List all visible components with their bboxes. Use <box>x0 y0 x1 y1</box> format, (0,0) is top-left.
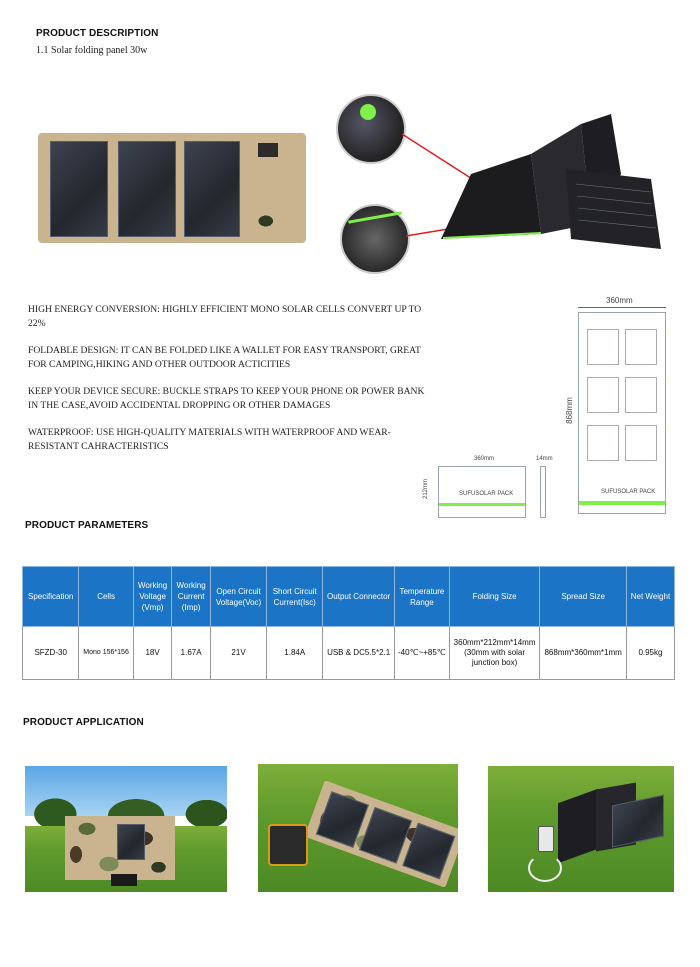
small-height-label: 212mm <box>423 478 430 500</box>
cell-outline <box>587 377 619 413</box>
portable-power-station <box>268 824 308 866</box>
feature-secure: KEEP YOUR DEVICE SECURE: BUCKLE STRAPS TO KEEP YOUR PHONE OR POWER BANK IN THE CASE,AVOID ACCIDENTAL DROPPING OR OTHER DAMAGES <box>28 386 425 411</box>
table-cell: 0.95kg <box>626 627 674 680</box>
width-label: 360mm <box>606 296 633 305</box>
column-header: Temperature Range <box>395 567 450 627</box>
camo-panel-image <box>38 133 306 243</box>
column-header: Specification <box>23 567 79 627</box>
section-title-description: PRODUCT DESCRIPTION <box>36 28 159 39</box>
feature-foldable: FOLDABLE DESIGN: IT CAN BE FOLDED LIKE A WALLET FOR EASY TRANSPORT, GREAT FOR CAMPING,HIKING AND OTHER OUTDOOR ACTICITIES <box>28 345 421 370</box>
folded-brand-label: SUFUSOLAR PACK <box>459 491 514 497</box>
table-cell: -40℃~+85℃ <box>395 627 450 680</box>
table-cell: 21V <box>210 627 266 680</box>
charging-cable <box>528 854 562 882</box>
section-title-parameters: PRODUCT PARAMETERS <box>25 520 149 531</box>
camo-panel-on-grass <box>304 780 458 888</box>
folded-dimension-drawing <box>424 456 554 518</box>
green-stripe <box>579 501 665 505</box>
column-header: Net Weight <box>626 567 674 627</box>
solar-cell-block <box>50 141 108 237</box>
junction-box <box>258 143 278 157</box>
cell-outline <box>587 425 619 461</box>
smartphone <box>538 826 554 852</box>
section-title-application: PRODUCT APPLICATION <box>23 717 144 728</box>
small-width-label: 360mm <box>474 456 495 462</box>
green-strap <box>348 211 402 223</box>
folded-green-stripe <box>439 503 525 506</box>
cell-outline <box>625 377 657 413</box>
table-header-row <box>23 567 675 627</box>
width-dimension-line <box>578 307 666 308</box>
power-bank <box>111 874 137 886</box>
feature-energy: HIGH ENERGY CONVERSION: HIGHLY EFFICIENT MONO SOLAR CELLS CONVERT UP TO 22% <box>28 304 422 329</box>
table-row <box>23 627 675 680</box>
column-header: Cells <box>79 567 133 627</box>
height-label: 868mm <box>564 397 574 424</box>
side-profile <box>540 466 546 518</box>
column-header: Spread Size <box>540 567 627 627</box>
tent-solar-panel <box>117 824 145 860</box>
solar-cell-block <box>316 791 369 848</box>
table-cell: 360mm*212mm*14mm (30mm with solar junction box) <box>449 627 540 680</box>
table-cell: Mono 156*156 <box>79 627 133 680</box>
column-header: Working Voltage (Vmp) <box>133 567 172 627</box>
folded-panel-graphic <box>431 114 671 254</box>
black-panel-fold <box>558 789 598 864</box>
solar-cell-block <box>402 823 455 880</box>
buckle-detail-circle <box>336 94 406 164</box>
application-photo-black-panel <box>488 766 674 892</box>
buckle-icon <box>360 104 376 120</box>
table-cell: 1.84A <box>267 627 323 680</box>
spread-dimension-drawing <box>564 296 670 518</box>
black-panel-image <box>336 94 676 284</box>
application-photo-camo-panel <box>258 764 458 892</box>
table-cell: USB & DC5.5*2.1 <box>323 627 395 680</box>
column-header: Working Current (Imp) <box>172 567 211 627</box>
feature-waterproof: WATERPROOF: USE HIGH-QUALITY MATERIALS WITH WATERPROOF AND WEAR-RESISTANT CAHRACTERISTICS <box>28 427 391 452</box>
spread-panel-outline <box>578 312 666 514</box>
column-header: Output Connector <box>323 567 395 627</box>
folded-panel-outline <box>438 466 526 518</box>
side-label: 14mm <box>536 456 553 462</box>
cell-outline <box>625 329 657 365</box>
brand-label: SUFUSOLAR PACK <box>601 489 656 495</box>
solar-cell-block <box>118 141 176 237</box>
table-cell: 868mm*360mm*1mm <box>540 627 627 680</box>
column-header: Short Circuit Current(Isc) <box>267 567 323 627</box>
product-subtitle: 1.1 Solar folding panel 30w <box>36 45 148 56</box>
table-cell: SFZD-30 <box>23 627 79 680</box>
cell-outline <box>587 329 619 365</box>
solar-cell-block <box>359 807 412 864</box>
cell-outline <box>625 425 657 461</box>
table-cell: 1.67A <box>172 627 211 680</box>
table-cell: 18V <box>133 627 172 680</box>
application-photo-tent <box>25 766 227 892</box>
solar-cell-block <box>184 141 240 237</box>
column-header: Open Circuit Voltage(Voc) <box>210 567 266 627</box>
parameters-table <box>22 566 675 680</box>
column-header: Folding Size <box>449 567 540 627</box>
